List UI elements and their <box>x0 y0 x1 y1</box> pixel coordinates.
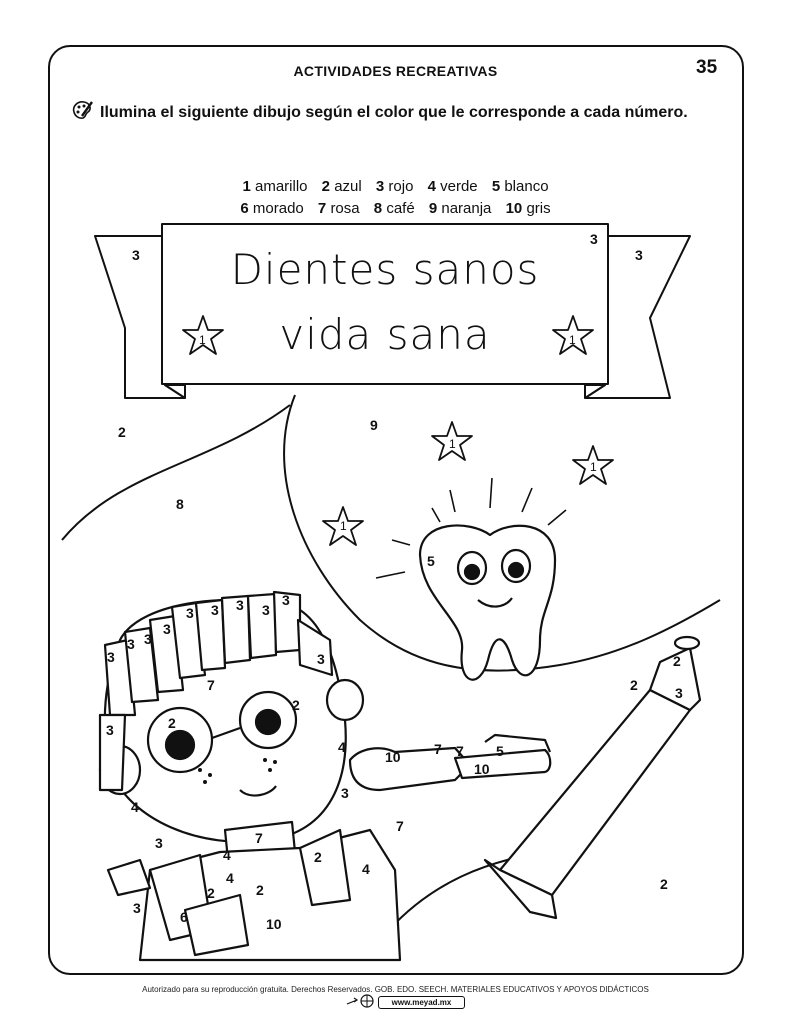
region-number: 8 <box>176 496 184 512</box>
region-number: 3 <box>133 900 141 916</box>
region-number: 4 <box>226 870 234 886</box>
region-number: 5 <box>496 743 504 759</box>
region-number: 3 <box>106 722 114 738</box>
region-number: 10 <box>385 749 401 765</box>
region-number: 2 <box>118 424 126 440</box>
page-title: ACTIVIDADES RECREATIVAS <box>293 63 498 79</box>
legend-item: 4 verde <box>427 178 478 195</box>
region-number: 7 <box>434 741 442 757</box>
region-number: 2 <box>292 697 300 713</box>
background-hill <box>62 405 290 540</box>
legend-item: 8 café <box>373 200 415 217</box>
region-number: 2 <box>207 885 215 901</box>
instruction-text: Ilumina el siguiente dibujo según el color que le corresponde a cada número. <box>100 104 688 121</box>
legend-item: 9 naranja <box>428 200 492 217</box>
region-number: 3 <box>236 597 244 613</box>
region-number: 2 <box>630 677 638 693</box>
globe-icon <box>345 994 375 1008</box>
region-number: 3 <box>186 605 194 621</box>
region-number: 2 <box>660 876 668 892</box>
region-number: 3 <box>317 651 325 667</box>
region-number: 3 <box>262 602 270 618</box>
legend-item: 6 morado <box>240 200 304 217</box>
region-number: 3 <box>341 785 349 801</box>
banner-line-1: Dientes sanos <box>230 245 540 294</box>
website-link[interactable]: www.meyad.mx <box>378 996 465 1009</box>
region-number: 7 <box>396 818 404 834</box>
region-number: 4 <box>131 799 139 815</box>
region-number: 1 <box>590 460 597 474</box>
region-number: 3 <box>132 247 140 263</box>
region-number: 4 <box>338 739 346 755</box>
region-number: 9 <box>370 417 378 433</box>
region-number: 4 <box>223 847 231 863</box>
region-number: 2 <box>314 849 322 865</box>
page-number: 35 <box>696 57 718 78</box>
region-number: 3 <box>282 592 290 608</box>
region-number: 3 <box>144 631 152 647</box>
region-number: 3 <box>155 835 163 851</box>
region-number: 1 <box>199 333 206 347</box>
legend-item: 2 azul <box>321 178 362 195</box>
region-number: 6 <box>180 909 188 925</box>
region-number: 7 <box>456 743 464 759</box>
region-number: 1 <box>569 333 576 347</box>
legend-item: 1 amarillo <box>242 178 308 195</box>
footer-text: Autorizado para su reproducción gratuita. Derechos Reservados. GOB. EDO. SEECH. MATERIALES EDUCATIVOS Y APOYOS DIDÁCTICOS <box>142 985 649 994</box>
region-number: 3 <box>590 231 598 247</box>
region-number: 10 <box>474 761 490 777</box>
region-number: 1 <box>340 519 347 533</box>
region-number: 1 <box>449 437 456 451</box>
region-number: 3 <box>107 649 115 665</box>
legend-item: 7 rosa <box>317 200 360 217</box>
region-number: 3 <box>211 602 219 618</box>
region-number: 3 <box>163 621 171 637</box>
legend-item: 3 rojo <box>375 178 414 195</box>
region-number: 3 <box>127 636 135 652</box>
region-number: 2 <box>168 715 176 731</box>
tooth-character <box>420 525 555 679</box>
region-number: 3 <box>635 247 643 263</box>
region-number: 4 <box>362 861 370 877</box>
region-number: 2 <box>673 653 681 669</box>
region-number: 3 <box>675 685 683 701</box>
legend-item: 10 gris <box>505 200 551 217</box>
region-number: 2 <box>256 882 264 898</box>
legend-item: 5 blanco <box>491 178 549 195</box>
region-number: 10 <box>266 916 282 932</box>
region-number: 7 <box>207 677 215 693</box>
region-number: 5 <box>427 553 435 569</box>
banner-line-2: vida sana <box>279 310 491 359</box>
region-number: 7 <box>255 830 263 846</box>
